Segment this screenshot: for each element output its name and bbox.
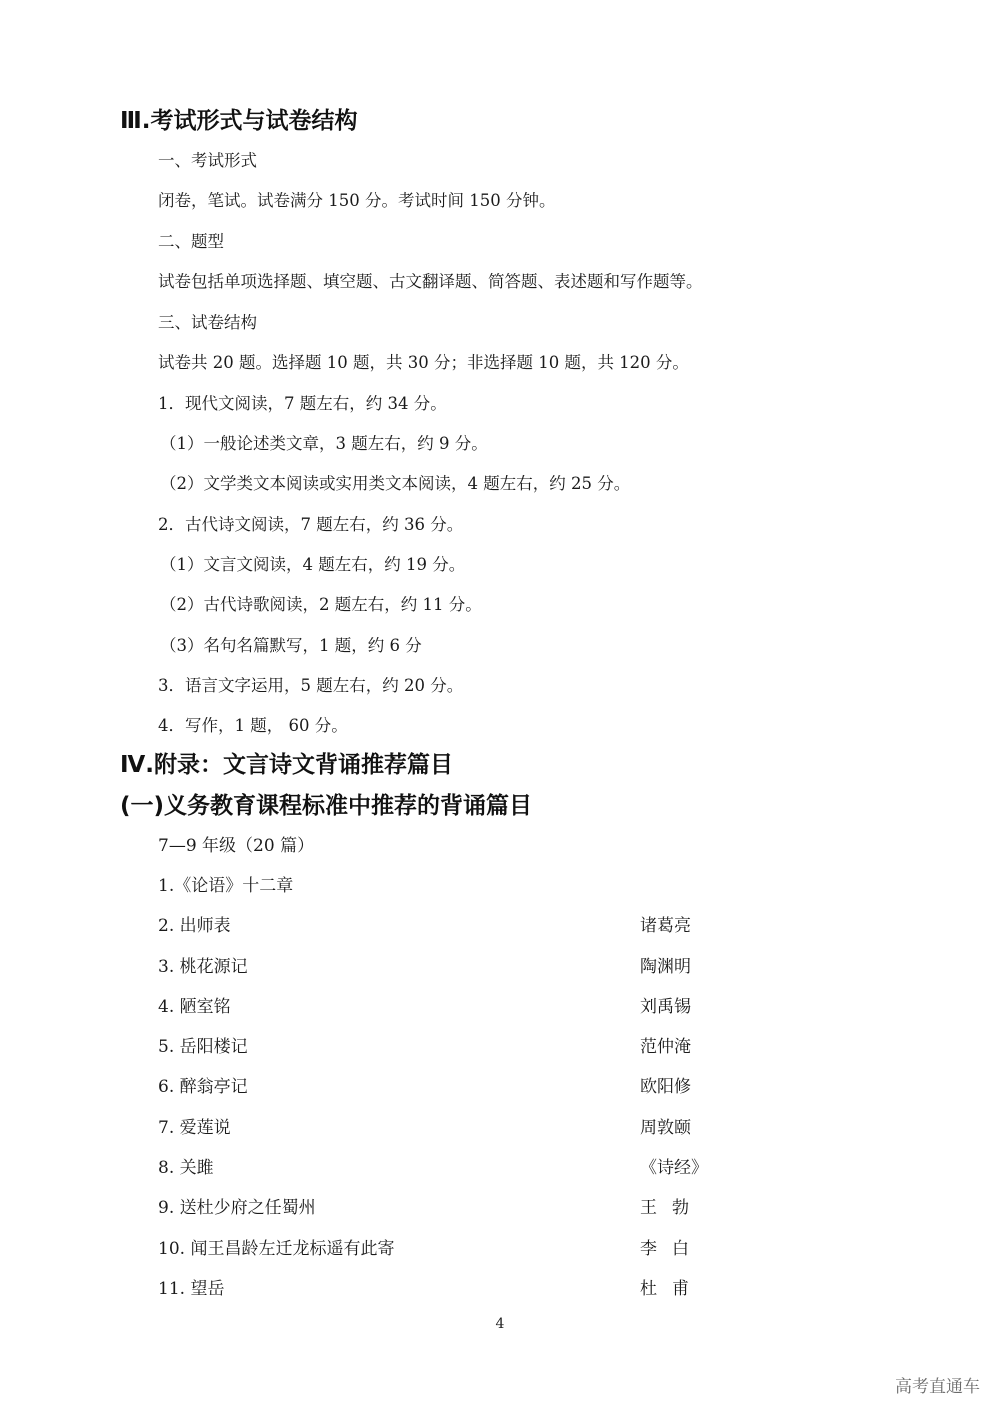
work-title: 11. 望岳	[158, 1279, 225, 1299]
structure-heading: 三、试卷结构	[158, 313, 257, 332]
work-author: 李白	[640, 1239, 704, 1259]
work-title: 10. 闻王昌龄左迁龙标遥有此寄	[158, 1239, 395, 1259]
work-author: 周敦颐	[640, 1118, 691, 1138]
structure-item: （1）文言文阅读，4 题左右，约 19 分。	[160, 555, 466, 574]
page-number: 4	[495, 1316, 505, 1332]
list-item	[158, 1034, 703, 1060]
watermark-text: 高考直通车	[895, 1377, 980, 1397]
structure-item: （2）古代诗歌阅读，2 题左右，约 11 分。	[160, 595, 482, 614]
work-title: 9. 送杜少府之任蜀州	[158, 1198, 316, 1218]
work-author: 陶渊明	[640, 957, 691, 977]
grade-label: 7—9 年级（20 篇）	[158, 836, 315, 856]
structure-item: （1）一般论述类文章，3 题左右，约 9 分。	[160, 434, 488, 453]
list-item	[158, 1155, 708, 1181]
question-types-heading: 二、题型	[158, 232, 224, 251]
work-title: 1.《论语》十二章	[158, 876, 294, 896]
structure-item: 3．语言文字运用，5 题左右，约 20 分。	[158, 676, 464, 695]
structure-item: （3）名句名篇默写，1 题，约 6 分	[160, 636, 422, 655]
structure-item: （2）文学类文本阅读或实用类文本阅读，4 题左右，约 25 分。	[160, 474, 631, 493]
work-title: 2. 出师表	[158, 916, 231, 936]
exam-format-heading: 一、考试形式	[158, 151, 257, 170]
work-title: 7. 爱莲说	[158, 1118, 231, 1138]
work-author: 范仲淹	[640, 1037, 691, 1057]
work-author: 诸葛亮	[640, 916, 691, 936]
work-title: 3. 桃花源记	[158, 957, 248, 977]
list-item	[158, 1115, 703, 1141]
structure-item: 2．古代诗文阅读，7 题左右，约 36 分。	[158, 515, 464, 534]
structure-item: 4．写作，1 题， 60 分。	[158, 716, 348, 735]
list-item	[158, 873, 703, 899]
section-4-title: Ⅳ.附录：文言诗文背诵推荐篇目	[120, 752, 454, 778]
work-author: 刘禹锡	[640, 997, 691, 1017]
work-author: 《诗经》	[640, 1158, 708, 1178]
work-title: 4. 陋室铭	[158, 997, 231, 1017]
work-title: 5. 岳阳楼记	[158, 1037, 248, 1057]
list-item	[158, 954, 703, 980]
subsection-title: (一)义务教育课程标准中推荐的背诵篇目	[120, 793, 533, 819]
structure-item: 1．现代文阅读，7 题左右，约 34 分。	[158, 394, 447, 413]
list-item	[158, 1236, 703, 1262]
list-item	[158, 1195, 703, 1221]
work-author: 杜甫	[640, 1279, 704, 1299]
list-item	[158, 1074, 703, 1100]
work-author: 欧阳修	[640, 1077, 691, 1097]
work-author: 王勃	[640, 1198, 704, 1218]
list-item	[158, 1276, 703, 1302]
exam-format-text: 闭卷，笔试。试卷满分 150 分。考试时间 150 分钟。	[158, 191, 556, 210]
structure-text: 试卷共 20 题。选择题 10 题，共 30 分；非选择题 10 题，共 120 分。	[158, 353, 689, 372]
work-title: 8. 关雎	[158, 1158, 214, 1178]
work-title: 6. 醉翁亭记	[158, 1077, 248, 1097]
list-item	[158, 994, 703, 1020]
section-3-title: Ⅲ.考试形式与试卷结构	[120, 108, 358, 134]
question-types-text: 试卷包括单项选择题、填空题、古文翻译题、简答题、表述题和写作题等。	[158, 272, 703, 291]
list-item	[158, 913, 703, 939]
